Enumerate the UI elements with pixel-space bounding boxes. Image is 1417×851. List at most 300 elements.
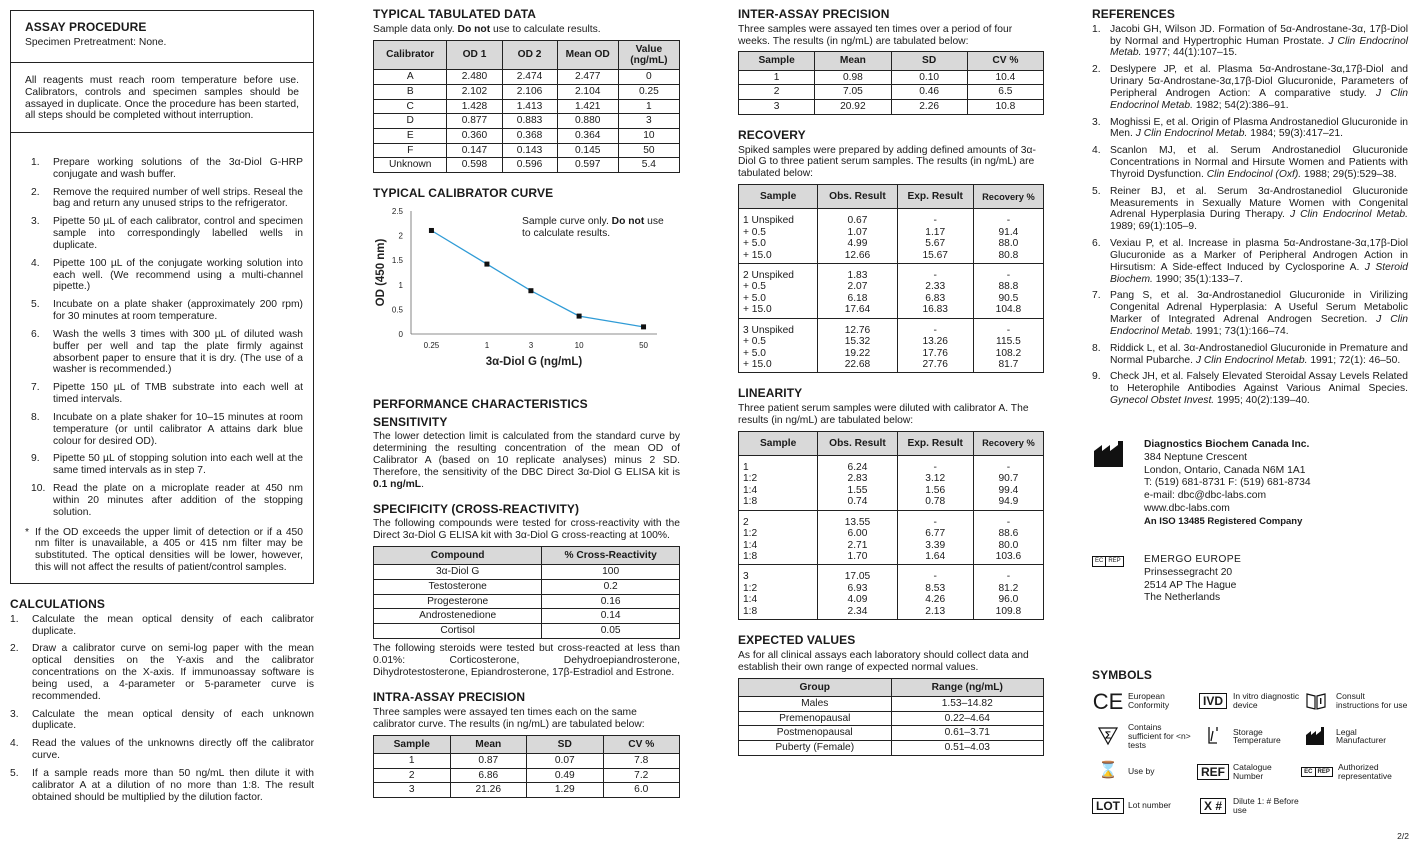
table-row (374, 70, 680, 85)
data-point (484, 261, 489, 266)
group-row (739, 510, 1044, 565)
rep-line: Prinsessegracht 20 (1144, 566, 1233, 578)
table-cell: 1 (618, 99, 679, 114)
reference-item (1092, 117, 1408, 141)
table-cell: 0.10 (891, 70, 967, 85)
step-item (31, 453, 303, 477)
step-item-text: Pipette 150 µL of TMB substrate into each well at timed intervals. (53, 382, 303, 406)
ec-label: EC (1301, 767, 1315, 777)
table-row (374, 594, 680, 609)
group-cell: - 88.6 80.0 103.6 (973, 510, 1043, 565)
step-item (31, 412, 303, 447)
table-cell: 0.364 (557, 128, 618, 143)
reference-body: Check JH, et al. Falsely Elevated Steroidal Assay Levels Related to Heterophile Antibodies Against Various Animal Species. (1110, 371, 1408, 395)
data-point (528, 288, 533, 293)
group-cell: 2 1:2 1:4 1:8 (739, 510, 818, 565)
reference-item (1092, 24, 1408, 59)
specificity-table (373, 546, 680, 639)
calc-item-number: 3. (10, 708, 19, 720)
x-tick-label: 50 (639, 340, 648, 350)
manufacturer-info (1144, 439, 1311, 528)
reference-journal: J Clin Endocrinol Metab. (1195, 354, 1308, 366)
step-item-text: Read the plate on a microplate reader at 450 nm within 20 minutes after addition of the stopping solution. (53, 483, 303, 518)
inter-heading: INTER-ASSAY PRECISION (738, 7, 890, 21)
column-header: Mean (450, 735, 527, 753)
symbol-item (1300, 689, 1408, 713)
calc-item (10, 614, 314, 638)
calc-item-number: 1. (10, 613, 19, 625)
column-header: Calibrator (374, 40, 447, 69)
table-cell: 0.07 (527, 754, 604, 769)
assay-header (11, 11, 313, 63)
table-row (739, 100, 1044, 115)
table-cell: 7.2 (603, 768, 680, 783)
reference-citation: 1989; 69(1):105–9. (1110, 221, 1198, 233)
table-cell: B (374, 84, 447, 99)
rep-name: EMERGO EUROPE (1144, 553, 1242, 565)
curve-line (431, 230, 643, 326)
table-cell: 0.147 (447, 143, 502, 158)
calibrator-curve-chart (373, 203, 680, 381)
column-header: Recovery % (973, 185, 1043, 209)
assay-intro (11, 63, 313, 133)
reference-journal: J Clin Endocrinol Metab. (1110, 87, 1408, 111)
reference-text (1110, 24, 1408, 59)
curve-heading: TYPICAL CALIBRATOR CURVE (373, 186, 554, 201)
table-row (374, 768, 680, 783)
table-cell: 5.4 (618, 158, 679, 173)
group-cell: - 115.5 108.2 81.7 (973, 318, 1043, 373)
group-cell: 12.76 15.32 19.22 22.68 (818, 318, 897, 373)
table-row (739, 70, 1044, 85)
table-cell: 0.87 (450, 754, 527, 769)
table-cell: 10.4 (967, 70, 1043, 85)
table-cell: 0.145 (557, 143, 618, 158)
calculations-section (10, 598, 314, 803)
tabulated-data-table (373, 40, 680, 173)
table-row (739, 85, 1044, 100)
reference-text (1110, 117, 1408, 141)
reference-item (1092, 186, 1408, 233)
tab-note-a: Sample data only. (373, 23, 458, 35)
symbol-label: Authorized representative (1338, 761, 1392, 781)
factory-icon (1092, 439, 1144, 528)
symbol-label: Storage Temperature (1233, 726, 1281, 746)
table-cell: 0.143 (502, 143, 557, 158)
rep-lines (1144, 567, 1241, 606)
factory-icon (1300, 724, 1332, 748)
table-cell: 0.14 (542, 609, 680, 624)
data-point (429, 228, 434, 233)
table-cell: D (374, 114, 447, 129)
table-cell: 2.26 (891, 100, 967, 115)
step-item-number: 8. (31, 411, 40, 423)
pretreatment-text: Specimen Pretreatment: None. (25, 36, 167, 48)
step-item-number: 6. (31, 328, 40, 340)
curve-note-c: use to calculate results. (522, 215, 664, 239)
calc-item-number: 5. (10, 767, 19, 779)
assay-procedure-box (10, 10, 314, 584)
group-cell: 13.55 6.00 2.71 1.70 (818, 510, 897, 565)
calc-item (10, 643, 314, 702)
symbol-label: Dilute 1: # Before use (1233, 795, 1299, 815)
x-tick-label: 1 (484, 340, 490, 350)
x-tick-label: 0.25 (423, 340, 440, 350)
y-tick-label: 1 (398, 280, 403, 290)
symbol-label: Consult instructions for use (1336, 691, 1408, 711)
ivd-icon-box: IVD (1199, 693, 1227, 710)
table-cell: 1 (739, 70, 815, 85)
table-cell: 0 (618, 70, 679, 85)
intra-table (373, 735, 680, 798)
column-header: Recovery % (973, 431, 1043, 455)
curve-note (522, 216, 672, 240)
ec-rep-icon (1300, 760, 1334, 784)
intra-heading: INTRA-ASSAY PRECISION (373, 690, 526, 705)
column-header: Obs. Result (818, 431, 897, 455)
inter-text: Three samples were assayed ten times over a period of four weeks. The results (in ng/mL) are tabulated below: (738, 23, 1013, 47)
table-row (739, 726, 1044, 741)
table-cell: 0.98 (815, 70, 891, 85)
reference-item (1092, 238, 1408, 285)
step-item-text: Wash the wells 3 times with 300 µL of diluted wash buffer per well and tap the plate firmly against absorbent paper to ensure that it is dry. (The use of a washer is recommended.) (53, 328, 303, 376)
inter-table (738, 51, 1044, 114)
sensitivity-text (373, 431, 680, 490)
y-tick-label: 2 (398, 231, 403, 241)
y-axis-label: OD (450 nm) (375, 238, 387, 307)
table-row (374, 84, 680, 99)
column-1 (10, 8, 314, 809)
table-cell: 10 (618, 128, 679, 143)
reference-body: Pang S, et al. 3α-Androstanediol Glucuronide in Virilizing Congenital Adrenal Hyperplasia: A Useful Serum Metabolic Marker of Integrated Adrenal Androgen Secretion. (1110, 290, 1408, 326)
step-item-text: Remove the required number of well strips. Reseal the bag and return any unused strips to the refrigerator. (53, 186, 303, 210)
table-row (374, 565, 680, 580)
group-row (739, 565, 1044, 620)
reference-body: Deslypere JP, et al. Plasma 5α-Androstane-3α,17β-Diol and Urinary 5α-Androstane-3α,17β-Diol Glucuronide, Parameters of Peripheral Androgen Action: A comparative study. (1110, 64, 1408, 99)
table-cell: 0.22–4.64 (891, 711, 1044, 726)
ec-rep-icon (1092, 554, 1144, 605)
reference-number: 9. (1092, 371, 1101, 383)
reference-text (1110, 186, 1408, 233)
calc-item-text: Calculate the mean optical density of each calibrator duplicate. (32, 613, 314, 637)
reference-text (1110, 371, 1408, 406)
symbol-item (1300, 760, 1408, 784)
reference-item (1092, 290, 1408, 337)
step-item-number: 7. (31, 382, 40, 394)
sensitivity-heading: SENSITIVITY (373, 414, 448, 429)
table-row (739, 711, 1044, 726)
symbol-item (1197, 723, 1300, 750)
calc-item (10, 709, 314, 733)
table-row (374, 609, 680, 624)
svg-text:∑: ∑ (1105, 730, 1111, 740)
reference-number: 7. (1092, 290, 1101, 302)
tabulated-note (373, 24, 680, 36)
group-cell: 3 Unspiked + 0.5 + 5.0 + 15.0 (739, 318, 818, 373)
column-header: Sample (739, 52, 815, 70)
step-item-text: Pipette 50 µL of each calibrator, control and specimen sample into correspondingly labelled wells in duplicate. (53, 216, 303, 251)
table-cell: F (374, 143, 447, 158)
reference-journal: Gynecol Obstet Invest. (1110, 394, 1215, 406)
rep-label: REP (1106, 556, 1123, 567)
expected-text: As for all clinical assays each laboratory should collect data and establish their own range of expected normal values. (738, 649, 1029, 673)
reference-item (1092, 64, 1408, 111)
table-cell: 0.360 (447, 128, 502, 143)
column-header: Group (739, 678, 892, 696)
group-cell: - 3.12 1.56 0.78 (897, 456, 973, 511)
step-item (31, 258, 303, 293)
table-row (374, 99, 680, 114)
intro-text: All reagents must reach room temperature before use. Calibrators, controls and specimen samples should be assayed in duplicate. Once the procedure has been started, all steps should be completed without interruption. (25, 75, 299, 122)
step-item (31, 157, 303, 181)
ec-rep-block (1092, 554, 1408, 605)
table-cell: 7.05 (815, 85, 891, 100)
references-list (1092, 24, 1408, 407)
step-item-number: 1. (31, 157, 40, 168)
group-cell: 0.67 1.07 4.99 12.66 (818, 209, 897, 264)
manufacturer-line: e-mail: dbc@dbc-labs.com (1144, 490, 1267, 502)
table-row (374, 128, 680, 143)
step-item (31, 299, 303, 323)
sufficient-tests-icon (1092, 724, 1124, 748)
header-row (374, 547, 680, 565)
header-row (739, 52, 1044, 70)
table-row (739, 696, 1044, 711)
column-4 (1092, 8, 1408, 818)
step-item (31, 216, 303, 251)
manufacturer-line: T: (519) 681-8731 F: (519) 681-8734 (1144, 477, 1311, 489)
reference-number: 1. (1092, 23, 1101, 35)
column-header: CV % (967, 52, 1043, 70)
column-header: OD 2 (502, 40, 557, 69)
expected-table (738, 678, 1044, 756)
group-cell: 2 Unspiked + 0.5 + 5.0 + 15.0 (739, 264, 818, 319)
table-cell: 7.8 (603, 754, 680, 769)
reference-number: 2. (1092, 64, 1101, 76)
lot-icon-box: LOT (1092, 798, 1124, 815)
symbol-label: Catalogue Number (1233, 761, 1272, 781)
table-cell: 3 (374, 783, 451, 798)
dilute-icon-box: X # (1200, 798, 1226, 815)
column-3 (738, 8, 1044, 756)
table-cell: 0.49 (527, 768, 604, 783)
table-cell: 0.368 (502, 128, 557, 143)
group-row (739, 456, 1044, 511)
reference-journal: J Clin Endocrinol Metab. (1110, 35, 1408, 59)
reference-item (1092, 145, 1408, 180)
reference-citation: 1982; 54(2):386–91. (1193, 99, 1289, 111)
iso-text: An ISO 13485 Registered Company (1144, 515, 1303, 527)
symbol-label: Use by (1128, 766, 1155, 777)
reference-item (1092, 371, 1408, 406)
reference-journal: J Clin Endocrinol Metab. (1289, 209, 1408, 221)
group-cell: - 90.7 99.4 94.9 (973, 456, 1043, 511)
column-header: Sample (739, 431, 818, 455)
table-cell: 2.102 (447, 84, 502, 99)
column-header: Mean OD (557, 40, 618, 69)
reference-journal: Clin Endocinol (Oxf). (1206, 168, 1302, 180)
symbol-item (1092, 794, 1197, 818)
instructions-book-icon (1300, 689, 1332, 713)
reference-number: 8. (1092, 342, 1101, 354)
symbol-item (1300, 723, 1408, 750)
step-item-number: 9. (31, 453, 40, 465)
column-header: Exp. Result (897, 431, 973, 455)
group-cell: 1.83 2.07 6.18 17.64 (818, 264, 897, 319)
group-cell: - 13.26 17.76 27.76 (897, 318, 973, 373)
table-cell: 3 (739, 100, 815, 115)
step-item-text: Prepare working solutions of the 3α-Diol G-HRP conjugate and wash buffer. (53, 157, 303, 180)
table-cell: 0.51–4.03 (891, 740, 1044, 755)
reference-citation: 1991; 72(1): 46–50. (1307, 354, 1401, 366)
calc-item-text: If a sample reads more than 50 ng/mL then dilute it with calibrator A at a dilution of no more than 1:8. The result obtained should be multiplied by the dilution factor. (32, 767, 314, 803)
table-cell: 1.421 (557, 99, 618, 114)
reference-citation: 1988; 29(5):529–38. (1301, 168, 1397, 180)
group-cell: - 91.4 88.0 80.8 (973, 209, 1043, 264)
table-cell: 50 (618, 143, 679, 158)
intra-text: Three samples were assayed ten times each on the same calibrator curve. The results (in ng/mL) are tabulated below: (373, 707, 645, 730)
step-item-number: 4. (31, 257, 40, 269)
group-cell: - 8.53 4.26 2.13 (897, 565, 973, 620)
page-number: 2/2 (1397, 831, 1409, 842)
table-cell: 0.2 (542, 580, 680, 595)
reference-citation: 1991; 73(1):166–74. (1193, 325, 1289, 337)
reference-text (1110, 145, 1408, 180)
table-cell: Unknown (374, 158, 447, 173)
recovery-heading: RECOVERY (738, 127, 806, 142)
step-item-text: Pipette 50 µL of stopping solution into each well at the same timed intervals as in step 7. (53, 453, 303, 477)
table-cell: 1.29 (527, 783, 604, 798)
column-header: SD (891, 52, 967, 70)
symbol-item (1197, 689, 1300, 713)
step-item (31, 329, 303, 376)
calculations-heading: CALCULATIONS (10, 597, 105, 611)
table-cell: 0.46 (891, 85, 967, 100)
table-row (374, 783, 680, 798)
calc-item-number: 4. (10, 738, 19, 750)
x-axis-label: 3α-Diol G (ng/mL) (485, 355, 583, 368)
table-cell: Cortisol (374, 624, 542, 639)
reference-citation: 1977; 44(1):107–15. (1141, 47, 1238, 59)
step-item-text: Pipette 100 µL of the conjugate working solution into each well. (We recommend using a multi-channel pipette.) (53, 257, 303, 293)
table-cell: 0.598 (447, 158, 502, 173)
table-cell: 2 (739, 85, 815, 100)
linearity-text: Three patient serum samples were diluted with calibrator A. The results (in ng/mL) are tabulated below: (738, 403, 1029, 427)
table-cell: 0.25 (618, 84, 679, 99)
table-cell: Progesterone (374, 594, 542, 609)
symbol-label: European Conformity (1128, 691, 1170, 711)
column-header: Obs. Result (818, 185, 897, 209)
column-header: Sample (374, 735, 451, 753)
sens-value: 0.1 ng/mL (373, 478, 422, 490)
assay-heading: ASSAY PROCEDURE (25, 20, 147, 34)
step-item-text: Incubate on a plate shaker (approximately 200 rpm) for 30 minutes at room temperature. (53, 299, 303, 323)
reference-body: Reiner BJ, et al. Serum 3α-Androstanediol Glucuronide Measurements in Sexually Mature Women with Congenital Adrenal Hyperplasia During Therapy. (1110, 185, 1408, 221)
column-2 (373, 8, 680, 798)
column-header: SD (527, 735, 604, 753)
expected-heading: EXPECTED VALUES (738, 633, 856, 648)
manufacturer-lines (1144, 452, 1311, 516)
table-cell: 1 (374, 754, 451, 769)
x-tick-label: 3 (528, 340, 534, 350)
table-cell: 6.0 (603, 783, 680, 798)
step-item (31, 187, 303, 211)
reference-text (1110, 343, 1408, 367)
table-cell: 0.597 (557, 158, 618, 173)
reference-journal: J Clin Endocrinol Metab. (1110, 314, 1408, 337)
column-header: % Cross-Reactivity (542, 547, 680, 565)
header-row (739, 185, 1044, 209)
table-cell: 0.880 (557, 114, 618, 129)
hourglass-icon: ⌛ (1098, 762, 1118, 780)
table-cell: 3α-Diol G (374, 565, 542, 580)
x-tick-label: 10 (574, 340, 584, 350)
table-cell: 2.480 (447, 70, 502, 85)
column-header: Value (ng/mL) (618, 40, 679, 69)
group-cell: - 1.17 5.67 15.67 (897, 209, 973, 264)
step-item-number: 5. (31, 299, 40, 311)
reference-citation: 1984; 59(3):417–21. (1247, 128, 1343, 140)
table-row (374, 754, 680, 769)
y-tick-label: 2.5 (391, 206, 403, 216)
reference-number: 3. (1092, 116, 1101, 128)
table-cell: 3 (618, 114, 679, 129)
group-cell: 3 1:2 1:4 1:8 (739, 565, 818, 620)
table-row (374, 580, 680, 595)
table-cell: Premenopausal (739, 711, 892, 726)
symbol-label: Contains sufficient for <n> tests (1128, 722, 1191, 750)
reference-number: 4. (1092, 145, 1101, 157)
specificity-heading: SPECIFICITY (CROSS-REACTIVITY) (373, 501, 580, 516)
column-header: Sample (739, 185, 818, 209)
calc-item-text: Read the values of the unknowns directly off the calibrator curve. (32, 738, 314, 762)
group-cell: - 2.33 6.83 16.83 (897, 264, 973, 319)
table-cell: 6.86 (450, 768, 527, 783)
table-row (374, 158, 680, 173)
symbols-heading: SYMBOLS (1092, 668, 1153, 683)
reference-journal: J Steroid Biochem. (1110, 261, 1408, 285)
calc-item-text: Calculate the mean optical density of each unknown duplicate. (32, 708, 314, 732)
table-cell: 20.92 (815, 100, 891, 115)
references-heading: REFERENCES (1092, 7, 1176, 21)
reference-body: Moghissi E, et al. Origin of Plasma Androstanediol Glucuronide in Men. (1110, 116, 1408, 140)
steps-list (31, 157, 303, 519)
reference-text (1110, 290, 1408, 337)
reference-body: Scanlon MJ, et al. Serum Androstanediol Glucuronide Concentrations in Normal and Hirsute Women and Patients with Thyroid Dysfunction. (1110, 145, 1408, 180)
column-header: OD 1 (447, 40, 502, 69)
step-item-number: 3. (31, 216, 40, 228)
reference-journal: J Clin Endocrinol Metab. (1135, 128, 1248, 140)
ec-rep-info (1144, 554, 1241, 605)
reference-text (1110, 238, 1408, 285)
symbol-item (1092, 689, 1197, 713)
calc-item-number: 2. (10, 643, 19, 655)
ec-label: EC (1092, 556, 1106, 567)
table-cell: Testosterone (374, 580, 542, 595)
symbols-grid (1092, 689, 1408, 818)
table-cell: 0.596 (502, 158, 557, 173)
table-cell: Puberty (Female) (739, 740, 892, 755)
rep-line: The Netherlands (1144, 592, 1221, 604)
y-tick-label: 0.5 (391, 305, 403, 315)
group-cell: 6.24 2.83 1.55 0.74 (818, 456, 897, 511)
manufacturer-line: 384 Neptune Crescent (1144, 451, 1248, 463)
sens-text: The lower detection limit is calculated from the standard curve by determining the resulting concentration of the mean OD of Calibrator A (based on 10 replicate analyses) minus 2 SD. Therefore, the sensitivity of the DBC Direct 3α-Diol G ELISA kit is (373, 431, 680, 478)
data-point (641, 324, 646, 329)
calc-item (10, 768, 314, 803)
reference-body: Vexiau P, et al. Increase in plasma 5α-Androstane-3α,17β-Diol Glucuronide as a Marker of Peripheral Androgen Action in Hirsutism: A Side-effect Induced by Cyclosporine A. (1110, 238, 1408, 273)
table-cell: Androstenedione (374, 609, 542, 624)
